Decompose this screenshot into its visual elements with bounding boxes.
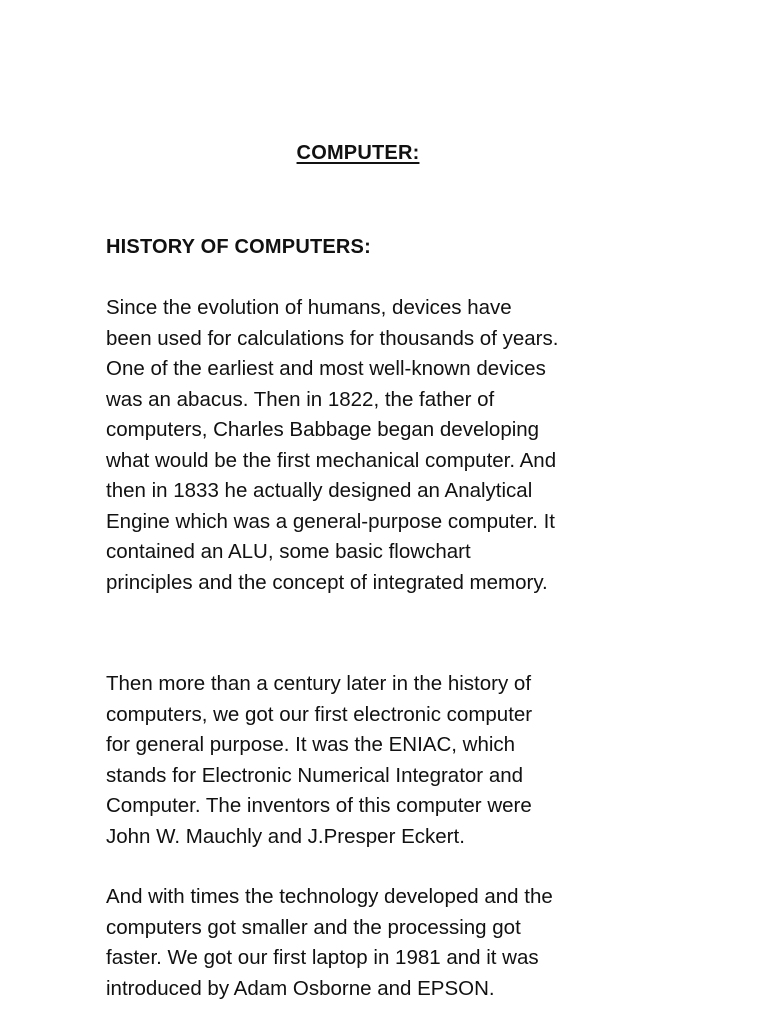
paragraph-line: introduced by Adam Osborne and EPSON.	[106, 976, 495, 1000]
paragraph-line: faster. We got our first laptop in 1981 and it was	[106, 946, 539, 969]
paragraph-line: computers got smaller and the processing got	[106, 915, 521, 939]
paragraph-2	[106, 669, 676, 852]
paragraph-line: One of the earliest and most well-known devices	[106, 357, 546, 380]
paragraph-line: And with times the technology developed and the	[106, 885, 553, 908]
paragraph-line: stands for Electronic Numerical Integrator and	[106, 763, 524, 787]
paragraph-line: John W. Mauchly and J.Presper Eckert.	[106, 824, 465, 848]
paragraph-line: then in 1833 he actually designed an Analytical	[106, 479, 533, 502]
paragraph-line: Then more than a century later in the history of	[106, 672, 532, 695]
paragraph-line: what would be the first mechanical computer. And	[106, 448, 557, 472]
paragraph-line: Since the evolution of humans, devices have	[106, 296, 512, 319]
paragraph-line: contained an ALU, some basic flowchart	[106, 540, 471, 563]
paragraph-line: computers, Charles Babbage began developing	[106, 418, 540, 441]
paragraph-line: for general purpose. It was the ENIAC, which	[106, 733, 516, 756]
paragraph-line: was an abacus. Then in 1822, the father of	[106, 387, 495, 411]
paragraph-line: Engine which was a general-purpose computer. It	[106, 509, 555, 533]
paragraph-line: Computer. The inventors of this computer were	[106, 794, 532, 817]
paragraph-line: principles and the concept of integrated memory.	[106, 570, 548, 594]
section-heading: HISTORY OF COMPUTERS:	[106, 236, 371, 258]
document-title: COMPUTER:	[296, 142, 420, 164]
paragraph-line: computers, we got our first electronic computer	[106, 702, 533, 726]
paragraph-line: been used for calculations for thousands of years.	[106, 326, 559, 350]
paragraph-1	[106, 293, 676, 598]
paragraph-3	[106, 882, 676, 1004]
